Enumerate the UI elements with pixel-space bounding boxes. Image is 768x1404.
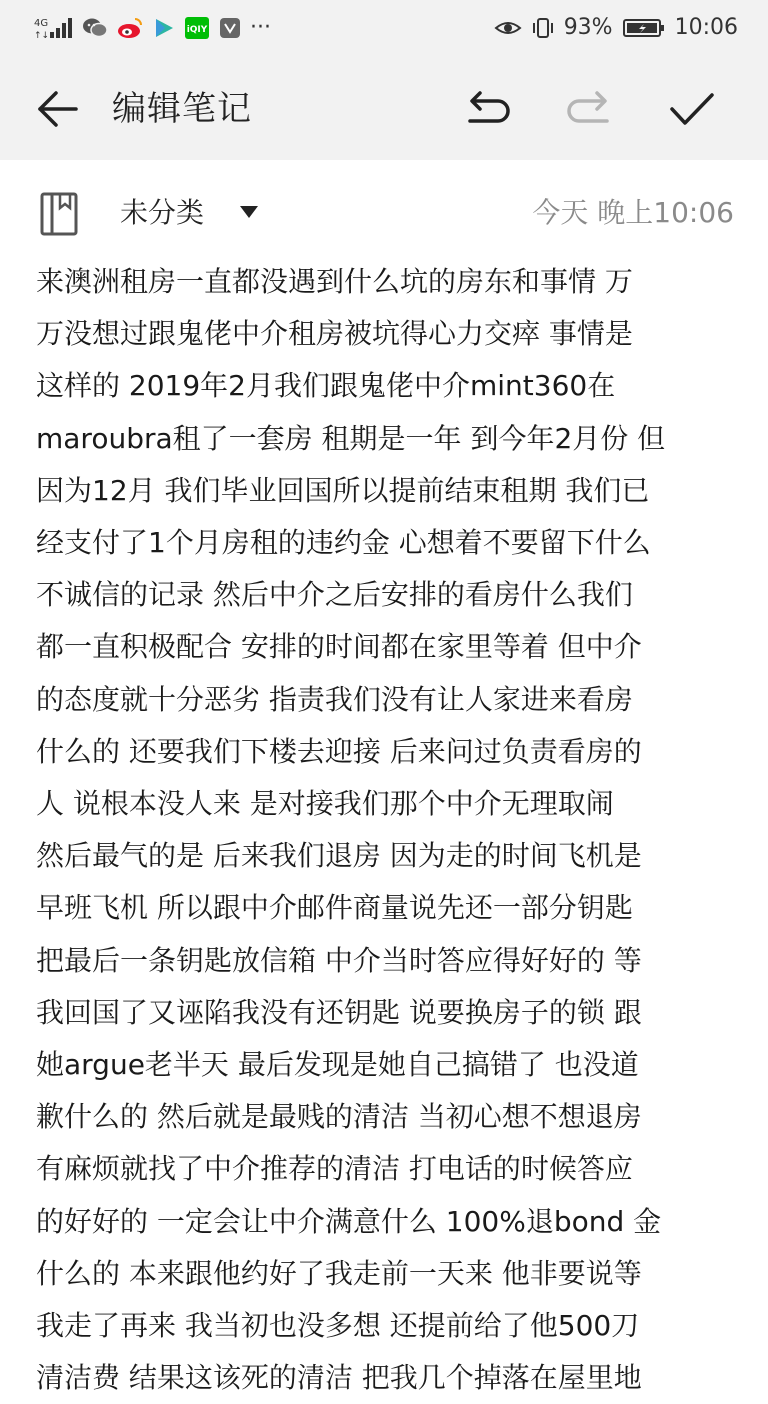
battery-percent: 93% bbox=[563, 15, 613, 40]
iqiyi-icon bbox=[184, 16, 210, 40]
weibo-icon bbox=[116, 16, 144, 40]
page-title: 编辑笔记 bbox=[112, 89, 252, 129]
status-right bbox=[494, 14, 738, 42]
note-text-line: 清洁费 结果这该死的清洁 把我几个掉落在屋里地 bbox=[36, 1361, 642, 1395]
eye-comfort-icon bbox=[494, 16, 522, 40]
note-body-editor[interactable] bbox=[0, 258, 768, 1404]
app-bar bbox=[0, 58, 768, 160]
note-text-line: 什么的 还要我们下楼去迎接 后来问过负责看房的 bbox=[36, 734, 642, 768]
note-text-line: 不诚信的记录 然后中介之后安排的看房什么我们 bbox=[36, 578, 633, 612]
note-text-line: 什么的 本来跟他约好了我走前一天来 他非要说等 bbox=[36, 1256, 642, 1290]
check-icon bbox=[666, 85, 718, 133]
arrow-left-icon bbox=[34, 85, 82, 133]
note-meta-row bbox=[0, 160, 768, 266]
note-text-line: maroubra租了一套房 租期是一年 到今年2月份 但 bbox=[36, 421, 666, 455]
note-text-line: 这样的 2019年2月我们跟鬼佬中介mint360在 bbox=[36, 369, 616, 403]
triangle-down-icon[interactable] bbox=[238, 204, 260, 220]
note-text-line: 我走了再来 我当初也没多想 还提前给了他500刀 bbox=[36, 1309, 640, 1342]
status-left bbox=[34, 14, 271, 42]
svg-text:↑↓: ↑↓ bbox=[34, 31, 50, 40]
note-text-line: 人 说根本没人来 是对接我们那个中介无理取闹 bbox=[36, 787, 614, 820]
wechat-icon bbox=[82, 16, 108, 40]
note-text-line: 万没想过跟鬼佬中介租房被坑得心力交瘁 事情是 bbox=[36, 317, 633, 351]
note-text-line: 歉什么的 然后就是最贱的清洁 当初心想不想退房 bbox=[36, 1100, 642, 1134]
clock: 10:06 bbox=[674, 15, 738, 40]
redo-icon bbox=[565, 85, 617, 133]
note-text-line: 然后最气的是 后来我们退房 因为走的时间飞机是 bbox=[36, 839, 642, 873]
note-timestamp: 今天 晚上10:06 bbox=[532, 196, 734, 229]
vibrate-icon bbox=[532, 16, 554, 40]
confirm-button[interactable] bbox=[666, 85, 718, 133]
note-text-line: 都一直积极配合 安排的时间都在家里等着 但中介 bbox=[36, 630, 642, 664]
huawei-app-icon bbox=[218, 16, 242, 40]
svg-text:iQIY: iQIY bbox=[186, 25, 208, 35]
note-text-line: 早班飞机 所以跟中介邮件商量说先还一部分钥匙 bbox=[36, 891, 633, 925]
note-text-line: 经支付了1个月房租的违约金 心想着不要留下什么 bbox=[36, 526, 651, 559]
note-text-line: 来澳洲租房一直都没遇到什么坑的房东和事情 万 bbox=[36, 265, 633, 298]
network-type: 4G bbox=[34, 18, 49, 29]
status-bar bbox=[0, 0, 768, 58]
category-selector[interactable]: 未分类 bbox=[120, 196, 205, 229]
back-button[interactable] bbox=[34, 85, 82, 133]
redo-button[interactable] bbox=[565, 85, 617, 133]
note-text-line: 有麻烦就找了中介推荐的清洁 打电话的时候答应 bbox=[36, 1152, 633, 1186]
signal-icon bbox=[34, 16, 74, 40]
note-text-line: 她argue老半天 最后发现是她自己搞错了 也没道 bbox=[36, 1048, 639, 1081]
note-text-line: 因为12月 我们毕业回国所以提前结束租期 我们已 bbox=[36, 473, 650, 507]
undo-icon bbox=[460, 85, 512, 133]
undo-button[interactable] bbox=[460, 85, 512, 133]
note-text-line: 的态度就十分恶劣 指责我们没有让人家进来看房 bbox=[36, 682, 633, 716]
battery-charging-icon bbox=[623, 16, 665, 40]
video-play-icon bbox=[152, 16, 176, 40]
note-text-line: 把最后一条钥匙放信箱 中介当时答应得好好的 等 bbox=[36, 943, 642, 977]
more-notifications: ··· bbox=[250, 15, 271, 40]
note-text-line: 的好好的 一定会让中介满意什么 100%退bond 金 bbox=[36, 1204, 662, 1238]
notebook-icon[interactable] bbox=[40, 192, 78, 236]
note-text-line: 我回国了又诬陷我没有还钥匙 说要换房子的锁 跟 bbox=[36, 995, 642, 1029]
